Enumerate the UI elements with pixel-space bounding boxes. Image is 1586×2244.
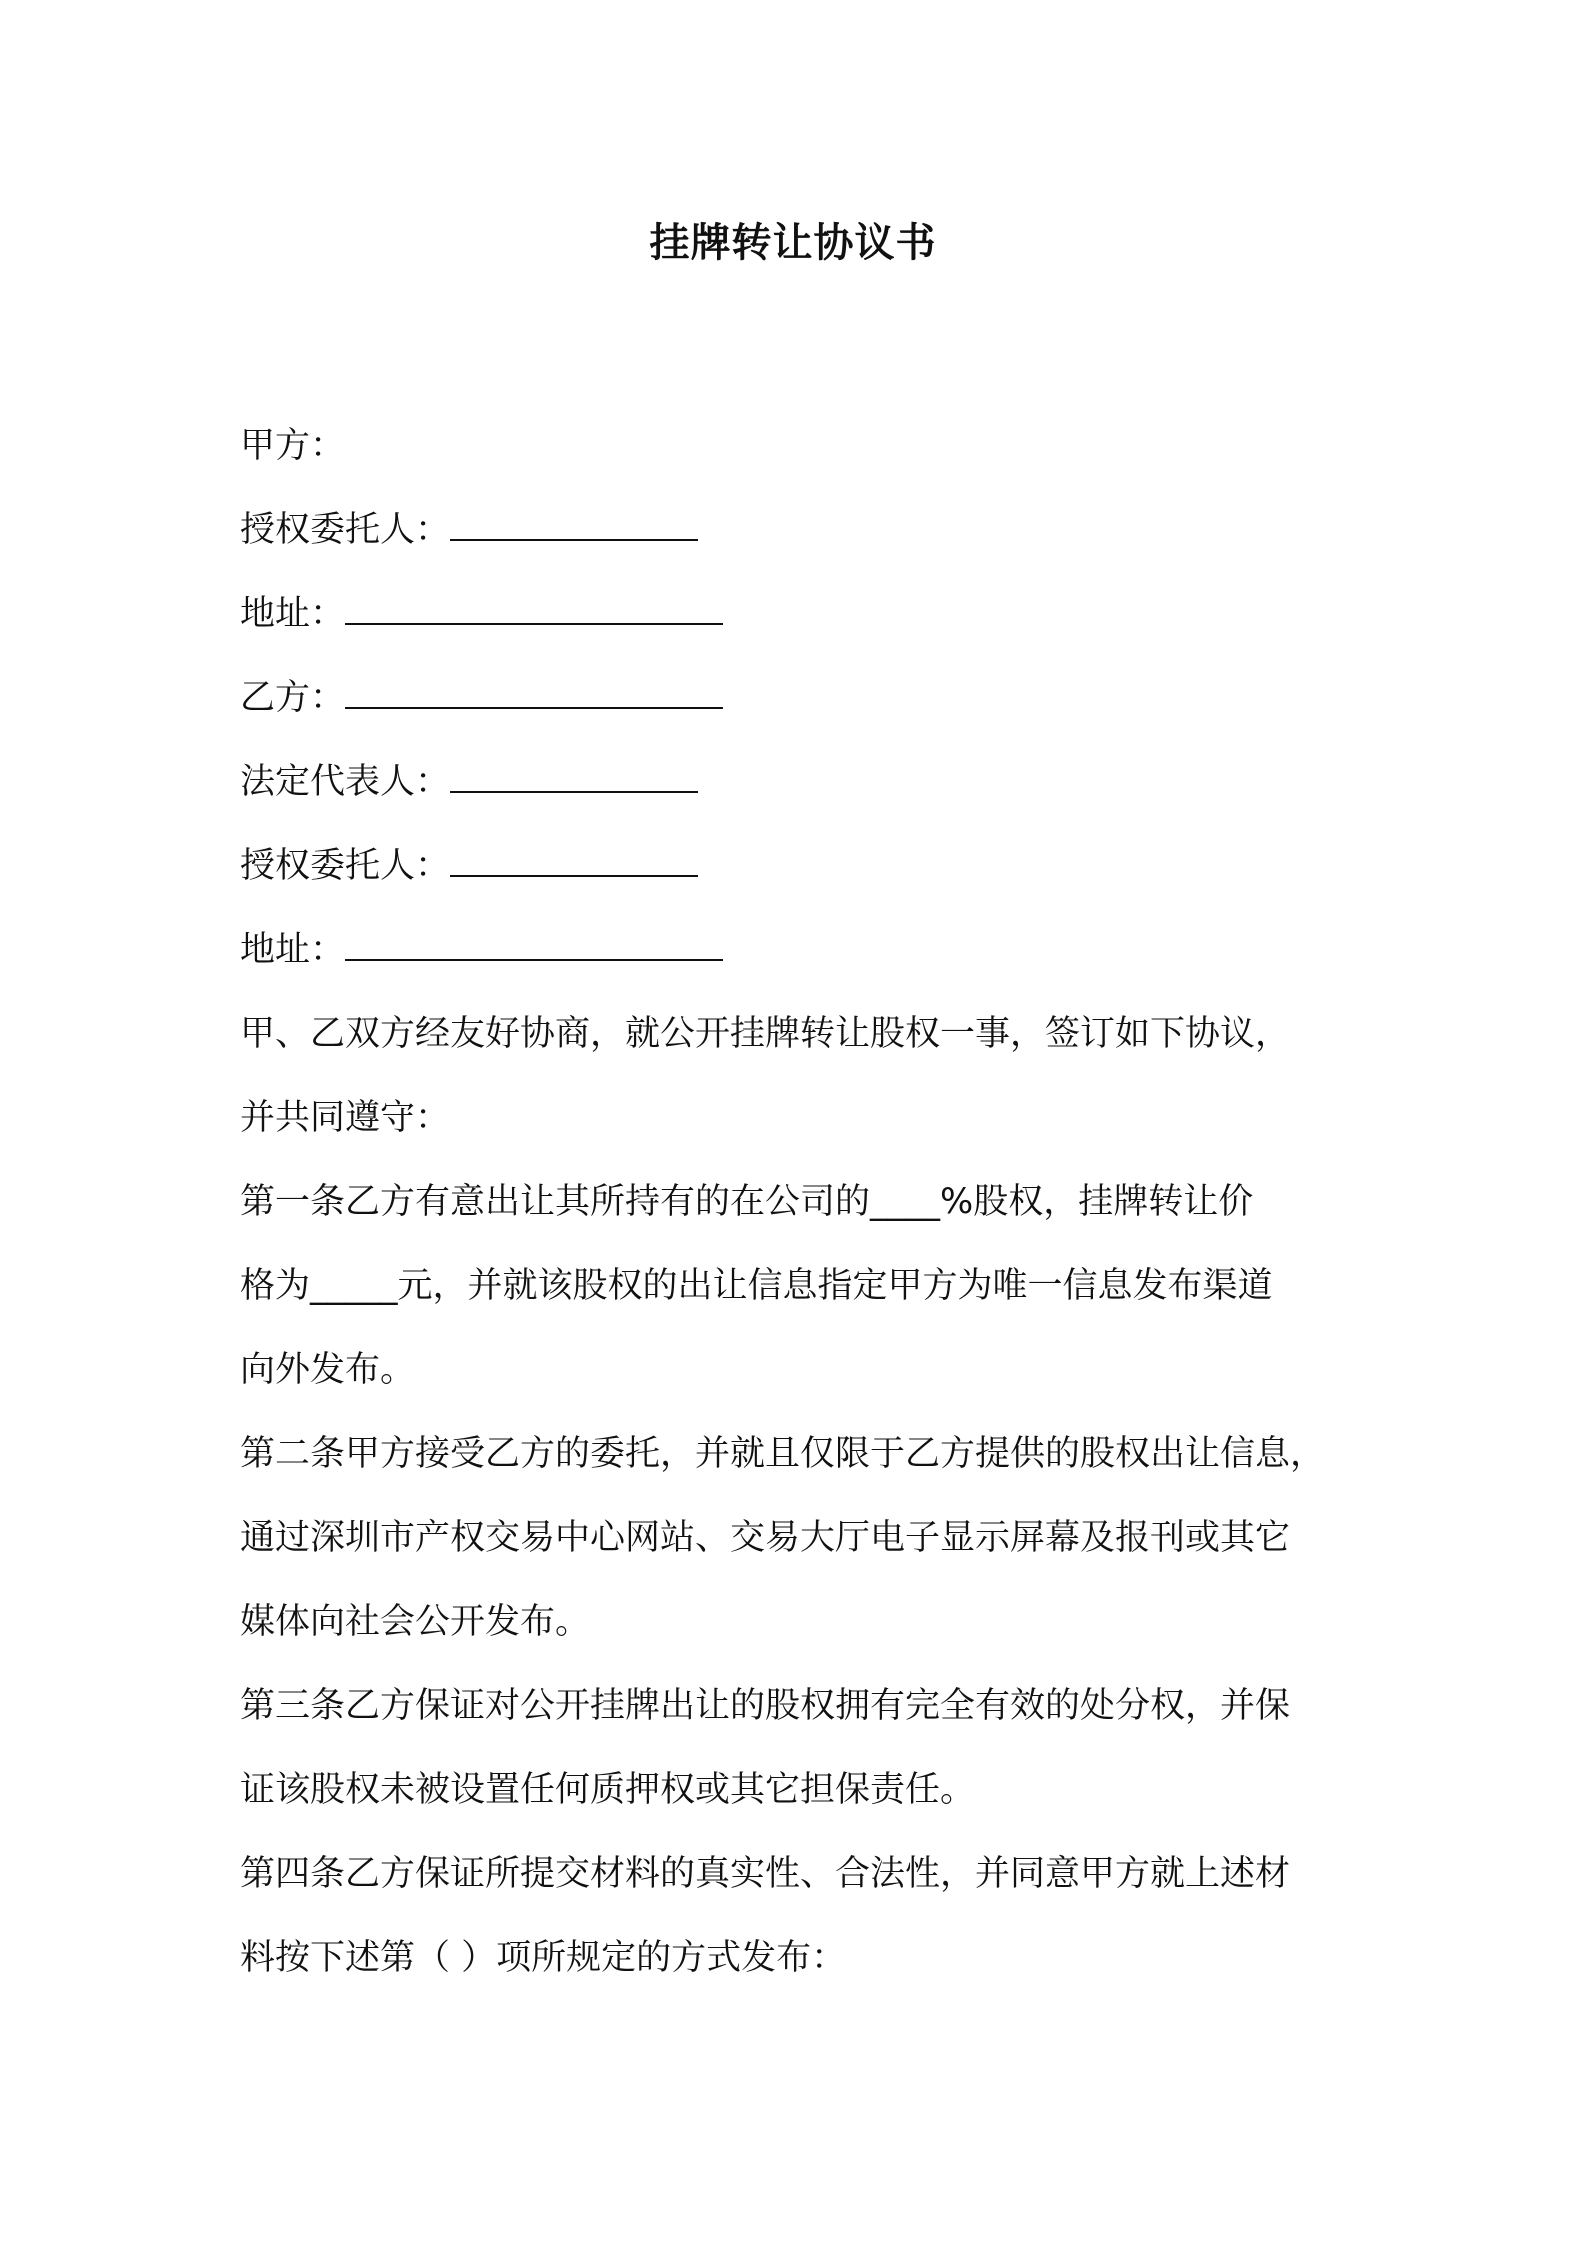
field-label: 乙方：: [240, 678, 346, 718]
field-label: 法定代表人：: [240, 762, 451, 802]
fill-in-blank-line: [450, 847, 698, 877]
fill-in-blank-line: [450, 511, 698, 541]
fill-in-blank-line: [450, 763, 698, 793]
document-body: [240, 404, 1370, 2000]
paragraph-article-4: [240, 1832, 1370, 2000]
paragraph-preamble: [240, 992, 1370, 1160]
field-party-b: [240, 656, 1370, 740]
paragraph-line: 证该股权未被设置任何质押权或其它担保责任。: [240, 1770, 976, 1810]
field-party-b-agent: [240, 824, 1370, 908]
paragraph-article-2: [240, 1412, 1370, 1664]
paragraph-line: 第二条甲方接受乙方的委托，并就且仅限于乙方提供的股权出让信息，: [240, 1434, 1326, 1474]
paragraph-line: 媒体向社会公开发布。: [240, 1602, 591, 1642]
paragraph-line: 第三条乙方保证对公开挂牌出让的股权拥有完全有效的处分权，并保: [240, 1686, 1291, 1726]
fill-in-blank-line: [345, 679, 723, 709]
paragraph-article-1: [240, 1160, 1370, 1412]
field-label: 授权委托人：: [240, 846, 451, 886]
document-title: 挂牌转让协议书: [649, 220, 937, 266]
paragraph-line: 通过深圳市产权交易中心网站、交易大厅电子显示屏幕及报刊或其它: [240, 1518, 1291, 1558]
field-party-a: [240, 404, 1370, 488]
paragraph-line: 格为_____元，并就该股权的出让信息指定甲方为唯一信息发布渠道: [240, 1266, 1273, 1306]
paragraph-line: 向外发布。: [240, 1350, 416, 1390]
paragraph-article-3: [240, 1664, 1370, 1832]
paragraph-line: 并共同遵守：: [240, 1098, 451, 1138]
paragraph-line: 第一条乙方有意出让其所持有的在公司的____%股权，挂牌转让价: [240, 1182, 1254, 1222]
field-label: 地址：: [240, 594, 346, 634]
field-label: 地址：: [240, 930, 346, 970]
fill-in-blank-line: [345, 931, 723, 961]
fill-in-blank-line: [345, 595, 723, 625]
paragraph-line: 第四条乙方保证所提交材料的真实性、合法性，并同意甲方就上述材: [240, 1854, 1291, 1894]
field-label: 甲方：: [240, 426, 346, 466]
field-label: 授权委托人：: [240, 510, 451, 550]
field-party-b-legal-rep: [240, 740, 1370, 824]
field-party-a-agent: [240, 488, 1370, 572]
party-fields: [240, 404, 1370, 992]
field-party-b-address: [240, 908, 1370, 992]
paragraph-line: 料按下述第（ ）项所规定的方式发布：: [240, 1938, 847, 1978]
paragraph-line: 甲、乙双方经友好协商，就公开挂牌转让股权一事，签订如下协议，: [240, 1014, 1291, 1054]
field-party-a-address: [240, 572, 1370, 656]
